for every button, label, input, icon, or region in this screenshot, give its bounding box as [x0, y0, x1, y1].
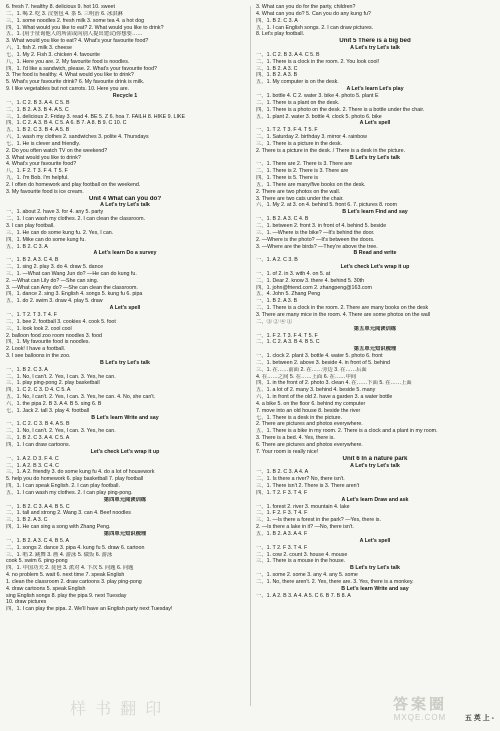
answer-line: 三、1. 唱 2. 跳舞 3. 画 4. 游泳 5. 做饭 6. 游泳: [6, 551, 113, 558]
answer-line: 六、1. the pipa 2. B 3. A 4. B 5. sing 6. B: [6, 400, 102, 407]
answer-line: 三、1. B 2. A 3. C: [256, 65, 298, 72]
answer-line: 3. There is a bed. 4. Yes, there is.: [256, 435, 335, 442]
answer-line: Unit 5 There is a big bed: [339, 38, 411, 45]
answer-line: 3. My favourite food is ice cream.: [6, 188, 84, 195]
answer-line: 一、1. A 2. D 3. F 4. C: [6, 455, 59, 462]
answer-line: 六、1. wash my clothes 2. sandwiches 3. polite 4. Thursdays: [6, 134, 149, 141]
answer-line: 一、1. C 2. C 3. B 4. A 5. B: [6, 421, 70, 428]
answer-line: 8. Let's play football.: [256, 31, 305, 38]
answer-line: A Let's spell: [359, 120, 391, 127]
answer-line: 七、1. There is a desk in the picture.: [256, 414, 342, 421]
answer-line: 五、1. (用于征询他人的所需或向别人提出建议)你想要……: [6, 31, 143, 38]
answer-line: B Let's learn Write and say: [91, 414, 159, 421]
answer-line: 二、1. between 2. above 3. beside 4. in front of 5. behind: [256, 359, 390, 366]
answer-line: 四、1. I can speak English. 2. I can play football.: [6, 483, 120, 490]
logo-title: 答案圈: [392, 696, 447, 713]
answer-line: 四、1. C 2. A 3. B 4. C 5. A 6. B 7. A 8. B 9. C 10. C: [6, 120, 127, 127]
answer-line: 一、1. There are 2. There is 3. There are: [256, 161, 353, 168]
answer-line: B Let's learn Find and say: [342, 209, 408, 216]
answer-line: 3. I can play football.: [6, 223, 55, 229]
answer-line: 二、③ ② ④ ①: [256, 318, 293, 325]
answer-line: 五、1. I can English songs. 2. I can draw pictures.: [256, 24, 374, 31]
answer-line: 一、1. F 2. T 3. F 4. T 5. F: [256, 332, 318, 339]
answer-line: 三、1. There isn't 2. There is 3. There aren't: [256, 483, 360, 490]
answer-line: 二、1. sing 2. play 3. do 4. draw 5. dance: [6, 264, 104, 271]
answer-line: 五、1. There are many/five books on the desk.: [256, 181, 366, 188]
answer-line: 二、1. There is a clock in the room. 2. You look cool!: [256, 58, 380, 65]
answer-line: 二、1. C 2. A 3. B 4. B 5. C: [256, 339, 320, 346]
answer-line: 第五单元阅读训练: [353, 325, 397, 332]
answer-line: 二、1. There is 2. There is 3. There are: [256, 168, 349, 175]
answer-line: 二、1. bee 2. football 3. cookies 4. cook 5. foot: [6, 318, 116, 325]
answer-line: 二、1. There is a plant on the desk.: [256, 99, 340, 106]
answer-line: 二、1. F 2. F 3. T 4. F: [256, 510, 308, 517]
answer-line: 二、1. There is a clock in the room. 2. There are many books on the desk: [256, 305, 429, 312]
answer-line: 七、1. Jack 2. tall 3. play 4. football: [6, 407, 90, 414]
answer-line: 四、1. There is 5. There is: [256, 175, 319, 182]
answer-line: 1. clean the classroom 2. draw cartoons 3. play ping-pong: [6, 578, 142, 585]
answer-line: 四、1. I can draw cartoons.: [6, 442, 71, 448]
answer-line: 九、1. I'm Bob. I'm helpful.: [6, 175, 69, 182]
answer-line: 6. There are pictures and photos everywhere.: [256, 442, 363, 448]
answer-line: 二、1. I can wash my clothes. 2. I can clean the classroom.: [6, 216, 145, 223]
answer-line: 四、1. T 2. F 3. T 4. F: [256, 489, 308, 496]
answer-line: Let's check Let's wrap it up: [340, 264, 410, 271]
answer-line: 五、1. I can wash my clothes. 2. I can play ping-pong.: [6, 489, 133, 496]
answer-line: 一、1. bottle 4. C 2. water 3. bike 4. photo 5. plant E: [256, 92, 379, 99]
logo-url: MXQE.COM: [393, 713, 447, 722]
answer-line: 二、1. songs 2. dance 3. pipa 4. kung fu 5. draw 6. cartoon: [6, 544, 145, 551]
answer-line: 四、1. There is a photo on the desk. 2. There is a bottle under the chair.: [256, 106, 425, 113]
answer-line: 2. —Is there a lake in it? —No, there isn't.: [256, 524, 354, 531]
answer-line: 三、1. —What can Wang Jun do? —He can do kung fu.: [6, 270, 137, 277]
answer-line: 3. I see balloons in the zoo.: [6, 353, 71, 360]
answer-line: B Let's learn Write and say: [341, 585, 409, 592]
site-logo: [380, 697, 460, 725]
answer-line: 六、1. fish 2. milk 3. cheese: [6, 45, 72, 52]
answer-line: 一、1. B 2. C 3. A 4. B 5. C: [6, 503, 70, 510]
answer-line: 一、1. of 2. in 3. with 4. on 5. at: [256, 270, 331, 277]
answer-line: 4. draw cartoons 5. speak English: [6, 585, 86, 592]
answer-line: 4. no problem 5. wait 6. next time 7. speak English: [6, 572, 125, 579]
answer-line: 第四单元知识梳理: [103, 530, 147, 537]
answer-line: Unit 4 What can you do?: [88, 195, 162, 202]
answer-line: 2. I often do homework and play football on the weekend.: [6, 181, 141, 188]
answer-line: 二、1. No, there aren't. 2. Yes, there are. 3. Yes, there is a monkey.: [256, 578, 414, 585]
answer-line: B Read and write: [353, 250, 397, 257]
answer-line: 3. The food is healthy. 4. What would you like to drink?: [6, 72, 134, 79]
answer-line: 4. What can you do? 5. Can you do any kung fu?: [256, 10, 371, 17]
answer-line: 9. I like vegetables but not carrots. 10. Here you are.: [6, 86, 130, 93]
answer-line: A Let's try Let's talk: [350, 45, 400, 52]
answer-line: A Let's spell: [359, 537, 391, 544]
answer-line: A Let's spell: [109, 305, 141, 312]
answer-line: Recycle 1: [112, 92, 138, 99]
right-answer-column: [256, 4, 494, 599]
answer-line: 三、1. play ping-pong 2. play basketball: [6, 380, 100, 387]
answer-line: 二、1. Saturday 2. birthday 3. mirror 4. rainbow: [256, 134, 367, 141]
answer-line: 第四单元阅读训练: [103, 496, 147, 503]
answer-line: 八、1. Here you are. 2. My favourite food is noodles.: [6, 58, 130, 65]
answer-line: 3. —Where are the birds? —They're above the tree.: [256, 243, 378, 250]
answer-line: 第五单元知识梳理: [353, 346, 397, 353]
answer-line: 四、1. C 2. C 3. D 4. C 5. A: [6, 387, 71, 394]
answer-line: 一、1. B 2. A 3. B: [256, 298, 298, 305]
answer-line: 四、1. He can sing a song with Zhang Peng.: [6, 524, 111, 531]
answer-line: 四、1. What would you like to eat? 2. What would you like to drink?: [6, 24, 164, 31]
answer-line: 三、1. B 2. A 3. C: [6, 517, 48, 524]
answer-line: 一、1. C 2. B 3. A 4. C 5. B: [6, 99, 70, 106]
answer-line: 一、1. C 2. B 3. A 4. C 5. B: [256, 51, 320, 58]
answer-line: A Let's learn Draw and ask: [341, 496, 409, 503]
answer-line: 六、1. My 2. at 3. on 4. behind 5. front 6. 7. pictures 8. room: [256, 202, 398, 209]
left-answer-column: [6, 4, 244, 613]
answer-line: 三、1. some noodles 2. fresh milk 3. some tea 4. a hot dog: [6, 17, 145, 24]
answer-line: 五、1. B 2. C 3. A: [6, 243, 48, 250]
answer-line: 四、1. I can play the pipa. 2. We'll have an English party next Tuesday!: [6, 606, 173, 613]
answer-line: 一、1. some 2. some 3. any 4. any 5. some: [256, 572, 358, 579]
answer-line: 一、1. T 2. T 3. T 4. F: [6, 311, 58, 318]
answer-line: 5. What's your favourite drink? 6. My favourite drink is milk.: [6, 79, 145, 86]
answer-line: 五、1. My computer is on the desk.: [256, 79, 339, 86]
answer-line: 2. There are two photos on the wall.: [256, 188, 341, 195]
answer-line: 五、1. B 2. A 3. A 4. F: [256, 530, 308, 537]
answer-line: 2. —What can Lily do? —She can sing.: [6, 277, 99, 284]
answer-line: 3. What would you like to eat? 4. What's your favourite food?: [6, 38, 149, 45]
answer-line: 三、1. 在……前面 2. 在……旁边 3. 在……后面: [256, 366, 367, 373]
answer-line: 五、1. plant 2. water 3. bottle 4. clock 5. photo 6. bike: [256, 113, 382, 120]
answer-line: B Let's try Let's talk: [350, 154, 400, 161]
answer-line: 三、1. A 2. friendly 3. do some kung fu 4. do a lot of housework: [6, 469, 155, 476]
answer-line: 2. Do you often watch TV on the weekend?: [6, 147, 108, 154]
answer-line: 三、1. There is a mouse in the house.: [256, 558, 346, 565]
answer-line: 2. There are pictures and photos everywhere.: [256, 421, 363, 428]
answer-line: 三、1. There is a picture in the desk.: [256, 140, 342, 147]
answer-line: 二、1. tall and strong 2. Wang 3. can 4. Beef noodles: [6, 510, 131, 517]
answer-line: cook 5. swim 6. ping-pong: [6, 558, 68, 565]
answer-line: 4. 在……之间 5. 在……上面 6. 在……中间: [256, 373, 357, 380]
answer-line: 五、1. a lot of 2. many 3. behind 4. beside 5. many: [256, 387, 376, 394]
book-tag: 五 英 上 -: [464, 715, 494, 722]
answer-line: 二、1. cow 2. count 3. house 4. mouse: [256, 551, 348, 558]
answer-line: 一、1. forest 2. river 3. mountain 4. lake: [256, 503, 350, 510]
answer-line: 一、1. T 2. F 3. T 4. F: [256, 544, 308, 551]
answer-line: B Let's try Let's talk: [100, 359, 150, 366]
answer-line: 3. There are many mice in the room. 4. There are some photos on the wall: [256, 311, 431, 318]
answer-line: Unit 6 In a nature park: [342, 455, 408, 462]
answer-line: A Let's learn Let's play: [346, 86, 404, 93]
answer-line: A Let's learn Do a survey: [93, 250, 157, 257]
answer-line: 二、1. Is there a river? No, there isn't.: [256, 476, 345, 483]
answer-line: 一、1. A 2. C 3. B: [256, 257, 298, 264]
answer-line: 3. What can you do for the party, children?: [256, 4, 356, 10]
answer-line: 四、1. Mike can do some kung fu.: [6, 236, 86, 243]
answer-line: 四、1. B 2. A 3. B: [256, 72, 298, 79]
answer-line: 二、1. No, I can't. 2. Yes, I can. 3. Yes, he can.: [6, 428, 116, 435]
answer-line: 三、1. B 2. C 3. A 4. C 5. A: [6, 435, 70, 442]
answer-line: 三、1. —Is there a forest in the park? —Yes, there is.: [256, 517, 381, 524]
answer-line: 五、1. No, I can't. 2. Yes, I can. 3. Yes, he can. 4. No, she can't.: [6, 394, 156, 401]
answer-line: 一、1. B 2. C 3. A: [6, 366, 48, 373]
answer-line: 一、1. B 2. A 3. C 4. B: [6, 257, 59, 264]
answer-line: 三、1. look look 2. cool cool: [6, 325, 72, 332]
answer-line: 2. —Where is the photo? —It's between the doors.: [256, 236, 375, 243]
answer-line: sing English songs 8. play the pipa 9. next Tuesday: [6, 592, 127, 599]
answer-line: A Let's try Let's talk: [350, 462, 400, 469]
answer-line: 二、1. B 2. A 3. B 4. A 5. C: [6, 106, 69, 113]
answer-line: 3. What would you like to drink?: [6, 154, 81, 161]
answer-line: 四、1. B 2. C 3. A: [256, 17, 298, 24]
answer-line: 三、1. —Where is the bike? —It's behind the door.: [256, 229, 375, 236]
answer-line: 五、1. B 2. C 3. B 4. A 5. B: [6, 127, 70, 134]
answer-line: 3. There are two cats under the chair.: [256, 195, 344, 202]
answer-line: 一、1. T 2. T 3. F 4. T 5. F: [256, 127, 318, 134]
answer-line: 八、1. F 2. T 3. F 4. T 5. F: [6, 168, 68, 175]
answer-line: 二、1. between 2. front 3. in front of 4. behind 5. beside: [256, 223, 387, 229]
answer-line: B Let's try Let's talk: [350, 565, 400, 572]
answer-line: 二、1. A 2. B 3. C 4. C: [6, 462, 59, 469]
answer-line: 一、1. B 2. A 3. C 4. B: [256, 216, 309, 223]
answer-line: Let's check Let's wrap it up: [90, 448, 160, 455]
answer-line: 一、1. B 2. C 3. A 4. A: [256, 469, 309, 476]
answer-line: 4. a bike 5. on the floor 6. behind my computer: [256, 400, 366, 407]
answer-line: 一、1. about 2. have 3. for 4. any 5. party: [6, 209, 104, 216]
answer-line: 6. fresh 7. healthy 8. delicious 9. hot 10. sweet: [6, 4, 115, 10]
answer-line: 四、1. in the front of 2. photo 3. clean 4. 在……下面 5. 在……上面: [256, 380, 412, 387]
answer-line: 7. Your room is really nice!: [256, 448, 319, 455]
answer-line: 二、1. 喝 2. 吃 3. 汉堡包 4. 茶 5. 三明治 6. 冰淇淋: [6, 10, 123, 17]
answer-line: 2. balloon food zoo room noodles 3. food: [6, 332, 103, 339]
answer-line: 四、1. dance 2. sing 3. English 4. songs 5. kung fu 6. pipa: [6, 291, 143, 298]
answer-line: 四、1. 中国功夫 2. 琵琶 3. 派对 4. 下次 5. 问题 6. 问题: [6, 565, 134, 572]
answer-line: 一、1. A 2. B 3. A 4. A 5. C 6. B 7. B 8. A: [256, 592, 351, 599]
answer-line: A Let's try Let's talk: [100, 202, 150, 209]
answer-line: 二、1. Dear 2. know 3. there 4. behind 5. 30th: [256, 277, 365, 284]
answer-line: 七、1. My 2. Fish 3. chicken 4. favourite: [6, 51, 100, 58]
answer-line: 一、1. clock 2. plant 3. bottle 4. water 5. photo 6. front: [256, 353, 383, 360]
answer-line: 五、1. There is a bike in my room. 2. There is a clock and a plant in my room.: [256, 428, 438, 435]
answer-line: 三、1. He can do some kung fu. 2. Yes, I can.: [6, 229, 114, 236]
answer-line: 七、1. He is clever and friendly.: [6, 140, 81, 147]
answer-line: 3. —What can Amy do? —She can clean the classroom.: [6, 284, 138, 291]
watermark-text: 样 书 翻 印: [70, 699, 164, 718]
answer-line: 10. draw pictures: [6, 599, 47, 606]
answer-line: 一、1. B 2. A 3. C 4. B 5. A: [6, 537, 70, 544]
answer-line: 四、1. I'd like a sandwich, please. 2. What's your favourite food?: [6, 65, 158, 72]
answer-line: 四、1. My favourite food is noodles.: [6, 339, 90, 346]
answer-line: 4. What's your favourite food?: [6, 161, 77, 168]
answer-line: 四、1. john@friend.com 2. zhangpeng@163.com: [256, 284, 372, 291]
column-divider: [250, 6, 251, 706]
answer-line: 5. help you do homework 6. play basketball 7. play football: [6, 476, 144, 483]
answer-line: 六、1. in front of the old 2. have a garden 3. a water bottle: [256, 394, 393, 401]
answer-line: 7. move into an old house 8. beside the river: [256, 407, 361, 414]
answer-line: 2. There is a picture in the desk. / There is a desk in the picture.: [256, 147, 406, 154]
answer-line: 2. Look! I have a football.: [6, 346, 66, 353]
answer-line: 二、1. No, I can't. 2. Yes, I can. 3. Yes, he can.: [6, 373, 116, 380]
answer-line: 五、4. John 5. Zhang Peng: [256, 291, 321, 298]
answer-line: 三、1. delicious 2. Friday 3. read 4. BE 5. Z 6. hoa 7. FAILH 8. HIKE 9. LIKE: [6, 113, 186, 120]
answer-line: 五、1. do 2. swim 3. draw 4. play 5. draw: [6, 298, 103, 305]
